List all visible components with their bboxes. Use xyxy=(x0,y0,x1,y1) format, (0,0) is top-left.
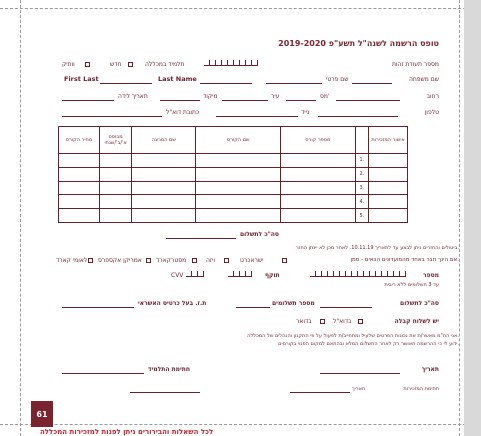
crop-line-right xyxy=(459,0,460,436)
birth-date-field[interactable] xyxy=(62,100,114,101)
scroll-gutter xyxy=(464,0,481,436)
club-checkbox-amex[interactable] xyxy=(146,258,151,263)
total-label: סה"כ לתשלום xyxy=(240,231,279,238)
page-number-badge: 61 xyxy=(31,401,53,427)
phone-field[interactable] xyxy=(318,116,398,117)
col-secretary-approval: אישור המזכירות xyxy=(369,127,408,154)
bottom-contact-text: לכל השאלות והבירורים ניתן לפנות למזכירות המכללה xyxy=(40,428,214,436)
phone-label: טלפון xyxy=(424,109,439,116)
zip-label: מיקוד xyxy=(203,93,218,100)
first-name-en-field[interactable] xyxy=(100,83,152,84)
id-digit-boxes[interactable] xyxy=(204,60,258,66)
mobile-field[interactable] xyxy=(216,116,298,117)
expiry-boxes[interactable] xyxy=(228,271,252,277)
club-checkbox-isracard[interactable] xyxy=(282,258,287,263)
receipt-mail-checkbox[interactable] xyxy=(320,319,325,324)
table-row: 3. xyxy=(59,181,408,195)
family-name-he-field[interactable] xyxy=(352,83,392,84)
cvv-boxes[interactable] xyxy=(186,271,204,277)
crop-line-bottom xyxy=(0,424,481,425)
street-field[interactable] xyxy=(336,100,400,101)
expiry-label: תוקף xyxy=(265,272,280,279)
family-name-he-label: שם משפחה xyxy=(408,76,439,83)
last-name-en-label: Last Name xyxy=(158,75,197,83)
secretary-signature-field[interactable] xyxy=(290,392,350,393)
clubs-note: אם הינך חבר באחד מהמועדונים הבאים - סמן: xyxy=(350,257,459,263)
zip-field[interactable] xyxy=(160,100,200,101)
card-number-label: מספר xyxy=(423,272,439,279)
courses-table xyxy=(58,126,408,223)
date2-label: תאריך xyxy=(352,386,366,392)
continuing-student-label: וותיק xyxy=(62,61,75,68)
new-student-label: חדש xyxy=(110,61,122,68)
email-label: כתובת דוא"ל xyxy=(166,109,200,116)
crop-line-left xyxy=(20,0,21,436)
new-student-checkbox[interactable] xyxy=(128,62,133,67)
table-row: 5. xyxy=(59,209,408,223)
house-number-label: מס' xyxy=(320,93,330,100)
student-signature-field[interactable] xyxy=(62,373,144,374)
date-label: תאריך xyxy=(421,366,439,373)
club-amex-label: אמריקן אקספרס xyxy=(98,257,142,264)
birth-date-label: תאריך לידה xyxy=(118,93,148,100)
club-mastercard-label: מסטרקארד xyxy=(156,257,187,264)
email-field[interactable] xyxy=(62,116,162,117)
col-course-number: מספר קורס xyxy=(281,127,355,154)
card-owner-field[interactable] xyxy=(62,307,134,308)
num-payments-field[interactable] xyxy=(236,307,270,308)
receipt-email-checkbox[interactable] xyxy=(358,319,363,324)
crop-line-top xyxy=(0,8,481,9)
club-visa-label: ויזה xyxy=(206,257,215,264)
table-row: 2. xyxy=(59,167,408,181)
house-number-field[interactable] xyxy=(286,100,316,101)
declaration-line-2: ידוע לי כי ההרשמה תאושר רק לאחר התשלום המלא ובהתאם למקום הפנוי בקורסים. xyxy=(278,341,459,347)
installments-note: עד 3 תשלומים ללא ריבית xyxy=(384,282,439,288)
pay-total-field[interactable] xyxy=(320,307,372,308)
mobile-label: נייד xyxy=(301,109,310,116)
card-number-boxes[interactable] xyxy=(310,271,406,277)
secretary-signature-label: חתימת המזכירות xyxy=(403,386,439,392)
receipt-email-label: בדוא"ל xyxy=(333,318,352,325)
secretary-date-field[interactable] xyxy=(130,392,200,393)
card-owner-label: ת.ז. בעל כרטיס האשראי xyxy=(138,300,207,307)
city-label: עיר xyxy=(271,93,280,100)
club-checkbox-visa[interactable] xyxy=(224,258,229,263)
club-isracard-label: ישראכרט xyxy=(240,257,264,264)
col-lecturer: שם המרצה xyxy=(132,127,196,154)
private-name-he-label: שם פרטי xyxy=(326,76,349,83)
declaration-line-1: אני הח"מ מאשר/ת את נכונות הפרטים שלעיל ומתחייב/ת לפעול על פי התקנון והנהלים של המכללה. xyxy=(247,333,459,339)
continuing-student-checkbox[interactable] xyxy=(85,62,90,67)
cvv-label: CVV xyxy=(171,272,184,279)
receipt-mail-label: בדואר xyxy=(296,318,312,325)
table-row: 4. xyxy=(59,195,408,209)
club-checkbox-mastercard[interactable] xyxy=(192,258,197,263)
club-leumicard-label: לאומי קארד xyxy=(56,257,88,264)
first-name-en-label: First Last xyxy=(64,75,99,83)
date-field[interactable] xyxy=(320,373,400,374)
col-semester: מבוסס א'/ב'/שנתי xyxy=(99,127,131,154)
col-price: מחיר הקורס xyxy=(59,127,100,154)
student-type-label: תלמיד במכללה xyxy=(145,61,185,68)
student-signature-label: חתימת התלמיד xyxy=(148,366,191,373)
receipt-label: יש לשלוח קבלה xyxy=(394,318,439,325)
cancellation-note: ביטולים והחזרים ניתן לבצע עד לתאריך 10.11.19. לאחר מכן לא יינתן החזר. xyxy=(295,245,459,251)
col-row-number xyxy=(355,127,369,154)
form-title: טופס הרשמה לשנה"ל תשע"פ 2019-2020 xyxy=(278,39,439,48)
last-name-en-field[interactable] xyxy=(200,83,252,84)
club-checkbox-leumicard[interactable] xyxy=(88,258,93,263)
private-name-he-field[interactable] xyxy=(266,83,322,84)
col-course-name: שם הקורס xyxy=(196,127,281,154)
total-field[interactable] xyxy=(166,238,236,239)
id-label: מספר תעודת זהות xyxy=(391,61,439,68)
street-label: רחוב xyxy=(426,93,439,100)
table-row: 1. xyxy=(59,154,408,168)
num-payments-label: מספר תשלומים xyxy=(272,300,315,307)
pay-total-label: סה"כ לתשלום xyxy=(400,300,439,307)
city-field[interactable] xyxy=(222,100,268,101)
